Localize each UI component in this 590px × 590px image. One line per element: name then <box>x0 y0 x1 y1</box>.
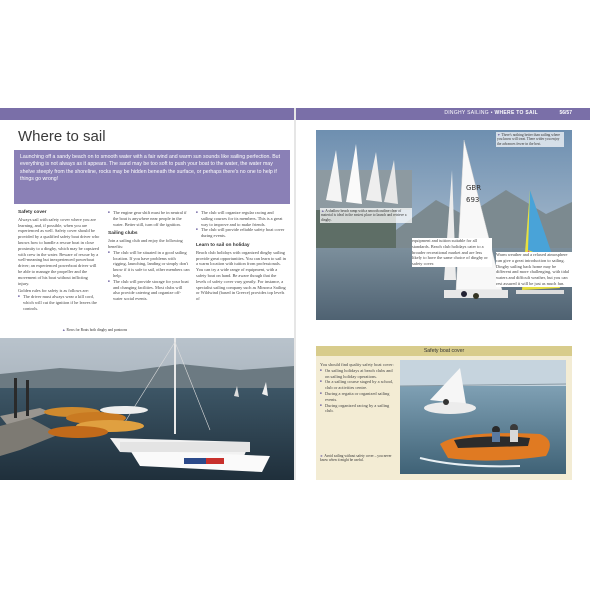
rescue-boat-photo <box>400 360 566 474</box>
safety-box-heading: Safety boat cover <box>316 346 572 356</box>
paragraph: You should find quality safety boat cover: <box>320 362 394 367</box>
bullet-item: ■ The club will provide reliable safety boat cover during events. <box>196 227 286 239</box>
launch-caption: ▲ A shallow beach ramp with a smooth outline clear of material is ideal in the easiest place to launch and retrieve a dinghy. <box>320 208 412 223</box>
bullet-item: ■ During organized racing by a sailing club. <box>320 403 396 415</box>
heading-learn-on-holiday: Learn to sail on holiday <box>196 242 250 248</box>
heading-safety-cover: Safety cover <box>18 210 47 215</box>
marina-photo <box>0 338 294 480</box>
running-header <box>444 110 538 116</box>
bullet-icon: ► <box>320 454 325 458</box>
bullet-item: ■ On a sailing course staged by a school, club or activities centre. <box>320 379 396 391</box>
marina-caption: ▲ Rows for Boats both dinghy and pontoons <box>62 328 128 332</box>
header-bar-left <box>0 108 296 120</box>
header-bar-right <box>296 108 590 120</box>
paragraph: Always sail with safety cover where you are learning, and, if possible, when you are experienced as well. Safety cover should be provided by a qualified safety boat driver who knows how to handle a rescue boat in close proximity to a dinghy, which may be capsized with crew in the water. Beware of rescue by a well-meaning but inexperienced powerboat driver; an experienced powerboat driver will be able to manage the propeller and the movement of his boat without inflicting injury. <box>18 216 100 286</box>
paragraph: Join a sailing club and enjoy the following benefits: <box>108 238 183 249</box>
paragraph: Golden rules for safety is as follows are: <box>18 288 90 294</box>
sailing-boats-photo <box>316 130 572 320</box>
svg-text:GBR: GBR <box>466 184 482 192</box>
top-photo-caption: ▼ There's nothing better than sailing where you know will treat. There wider you enjoy the advances fewer in the best. <box>496 132 564 147</box>
safety-caption: ► Avoid sailing without safety cover – you never know when it might be useful. <box>320 454 392 463</box>
bullet-item: ■ The club will organize regular racing and sailing courses for its members. This is a great way to improve and to make friends. <box>196 210 286 227</box>
bullet-item: ■ On sailing holidays at beach clubs and on sailing holiday operations. <box>320 368 396 380</box>
safety-boat-cover-box <box>316 346 572 480</box>
svg-text:693: 693 <box>466 196 480 204</box>
right-text-column-2: Warm weather and a relaxed atmosphere can give a great introduction to sailing. Dinghy sailing back home may be different and more challenging, with tidal waters and difficult weather, but you can rest assured it will be just as much fun. <box>496 252 572 287</box>
bullet-item: ■ The driver must always wear a kill cord, which will cut the ignition if he leaves the controls. <box>18 294 100 311</box>
header-section: DINGHY SAILING <box>444 110 489 116</box>
bullet-icon: ▼ <box>497 133 502 137</box>
header-topic: WHERE TO SAIL <box>494 110 538 116</box>
paragraph: Beach club holidays with organized dinghy sailing provide great opportunities. You can learn to sail in a warm location with tuition from professionals. You can try a wide range of equipment, with a safety boat on hand. Be aware though that the levels of safety cover vary greatly. For instance, a specialist sailing company such as Minorca Sailing or Wildwind (based in Greece) provides top levels of <box>196 249 286 302</box>
right-text-column-1: equipment and tuition suitable for all standards. Beach club holidays cater to a broader recreational market and are less likely to have the same choice of dinghy or safety cover. <box>412 238 492 267</box>
safety-box-text <box>320 362 396 414</box>
bullet-icon: ▲ <box>62 328 67 332</box>
bullet-item: ■ The club will provide storage for your boat and changing facilities. Most clubs will also provide catering and organize off-water social events. <box>108 279 190 302</box>
text-column-1 <box>18 210 100 312</box>
bullet-icon: ▲ <box>321 209 326 213</box>
text-column-2 <box>108 210 190 302</box>
page-title: Where to sail <box>18 128 106 145</box>
page-gutter <box>294 108 296 480</box>
header-separator: • <box>490 110 493 116</box>
text-column-3 <box>196 210 286 302</box>
intro-panel: Launching off a sandy beach on to smooth water with a fair wind and warm sun sounds like sailing perfection. But everything is not always as it appears. The sand may be too soft to push your boat to the water, the water may shelve steeply from the shoreline, rocks may be hidden beneath the surface, or perhaps there's no one to help if things go wrong! <box>14 150 290 204</box>
page-number: 56/57 <box>559 110 572 116</box>
heading-sailing-clubs: Sailing clubs <box>108 231 138 237</box>
bullet-item: ■ During a regatta or organized sailing events. <box>320 391 396 403</box>
bullet-item: ■ The engine gear shift must be in neutral if the boat is anywhere near people in the water. Better still, turn off the ignition. <box>108 210 190 227</box>
bullet-item: ■ The club will be situated in a good sailing location. If you have problems with rigging, launching, landing or simply don't know if it is safe to sail, other members can help. <box>108 250 190 279</box>
